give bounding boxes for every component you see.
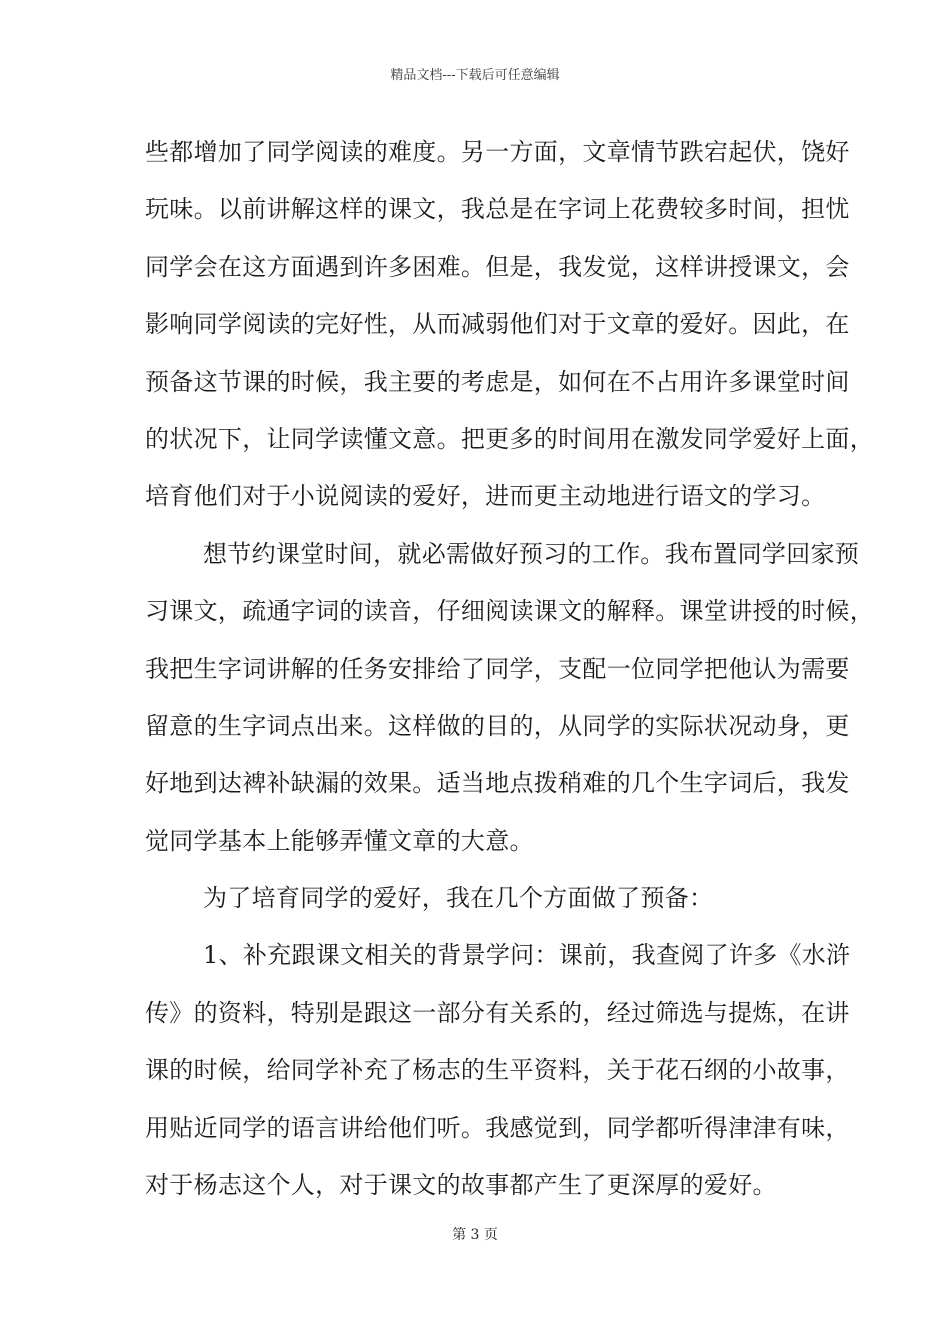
- text-line: 的状况下，让同学读懂文意。把更多的时间用在激发同学爱好上面，: [145, 424, 874, 453]
- text-line: 好地到达裨补缺漏的效果。适当地点拨稍难的几个生字词后，我发: [145, 769, 850, 798]
- page-number: 第 3 页: [452, 1227, 498, 1243]
- paragraph: [145, 931, 851, 1218]
- text-line: 预备这节课的时候，我主要的考虑是，如何在不占用许多课堂时间: [145, 367, 850, 396]
- text-line: 玩味。以前讲解这样的课文，我总是在字词上花费较多时间，担忧: [145, 195, 850, 224]
- document-body: [145, 128, 874, 1218]
- text-line: 用贴近同学的语言讲给他们听。我感觉到，同学都听得津津有味，: [145, 1113, 850, 1142]
- paragraph: [145, 874, 825, 931]
- text-line: 觉同学基本上能够弄懂文章的大意。: [145, 826, 534, 855]
- text-line: 为了培育同学的爱好，我在几个方面做了预备：: [203, 884, 714, 913]
- text-line: 培育他们对于小说阅读的爱好，进而更主动地进行语文的学习。: [145, 482, 826, 511]
- text-line: 我把生字词讲解的任务安排给了同学，支配一位同学把他认为需要: [145, 654, 850, 683]
- text-line: 同学会在这方面遇到许多困难。但是，我发觉，这样讲授课文，会: [145, 252, 850, 281]
- text-line: 传》的资料，特别是跟这一部分有关系的，经过筛选与提炼，在讲: [145, 998, 850, 1027]
- text-line: 课的时候，给同学补充了杨志的生平资料，关于花石纲的小故事，: [145, 1056, 850, 1085]
- page-header: 精品文档---下载后可任意编辑: [390, 68, 560, 83]
- paragraph: [145, 530, 874, 874]
- paragraph: [145, 128, 874, 530]
- text-line: 留意的生字词点出来。这样做的目的，从同学的实际状况动身，更: [145, 711, 850, 740]
- text-line: 1、补充跟课文相关的背景学问：课前，我查阅了许多《水浒: [203, 941, 851, 970]
- text-line: 些都增加了同学阅读的难度。另一方面，文章情节跌宕起伏，饶好: [145, 138, 850, 166]
- text-line: 习课文，疏通字词的读音，仔细阅读课文的解释。课堂讲授的时候，: [145, 597, 874, 626]
- text-line: 影响同学阅读的完好性，从而减弱他们对于文章的爱好。因此，在: [145, 310, 850, 339]
- text-line: 对于杨志这个人，对于课文的故事都产生了更深厚的爱好。: [145, 1171, 777, 1200]
- text-line: 想节约课堂时间，就必需做好预习的工作。我布置同学回家预: [203, 539, 860, 568]
